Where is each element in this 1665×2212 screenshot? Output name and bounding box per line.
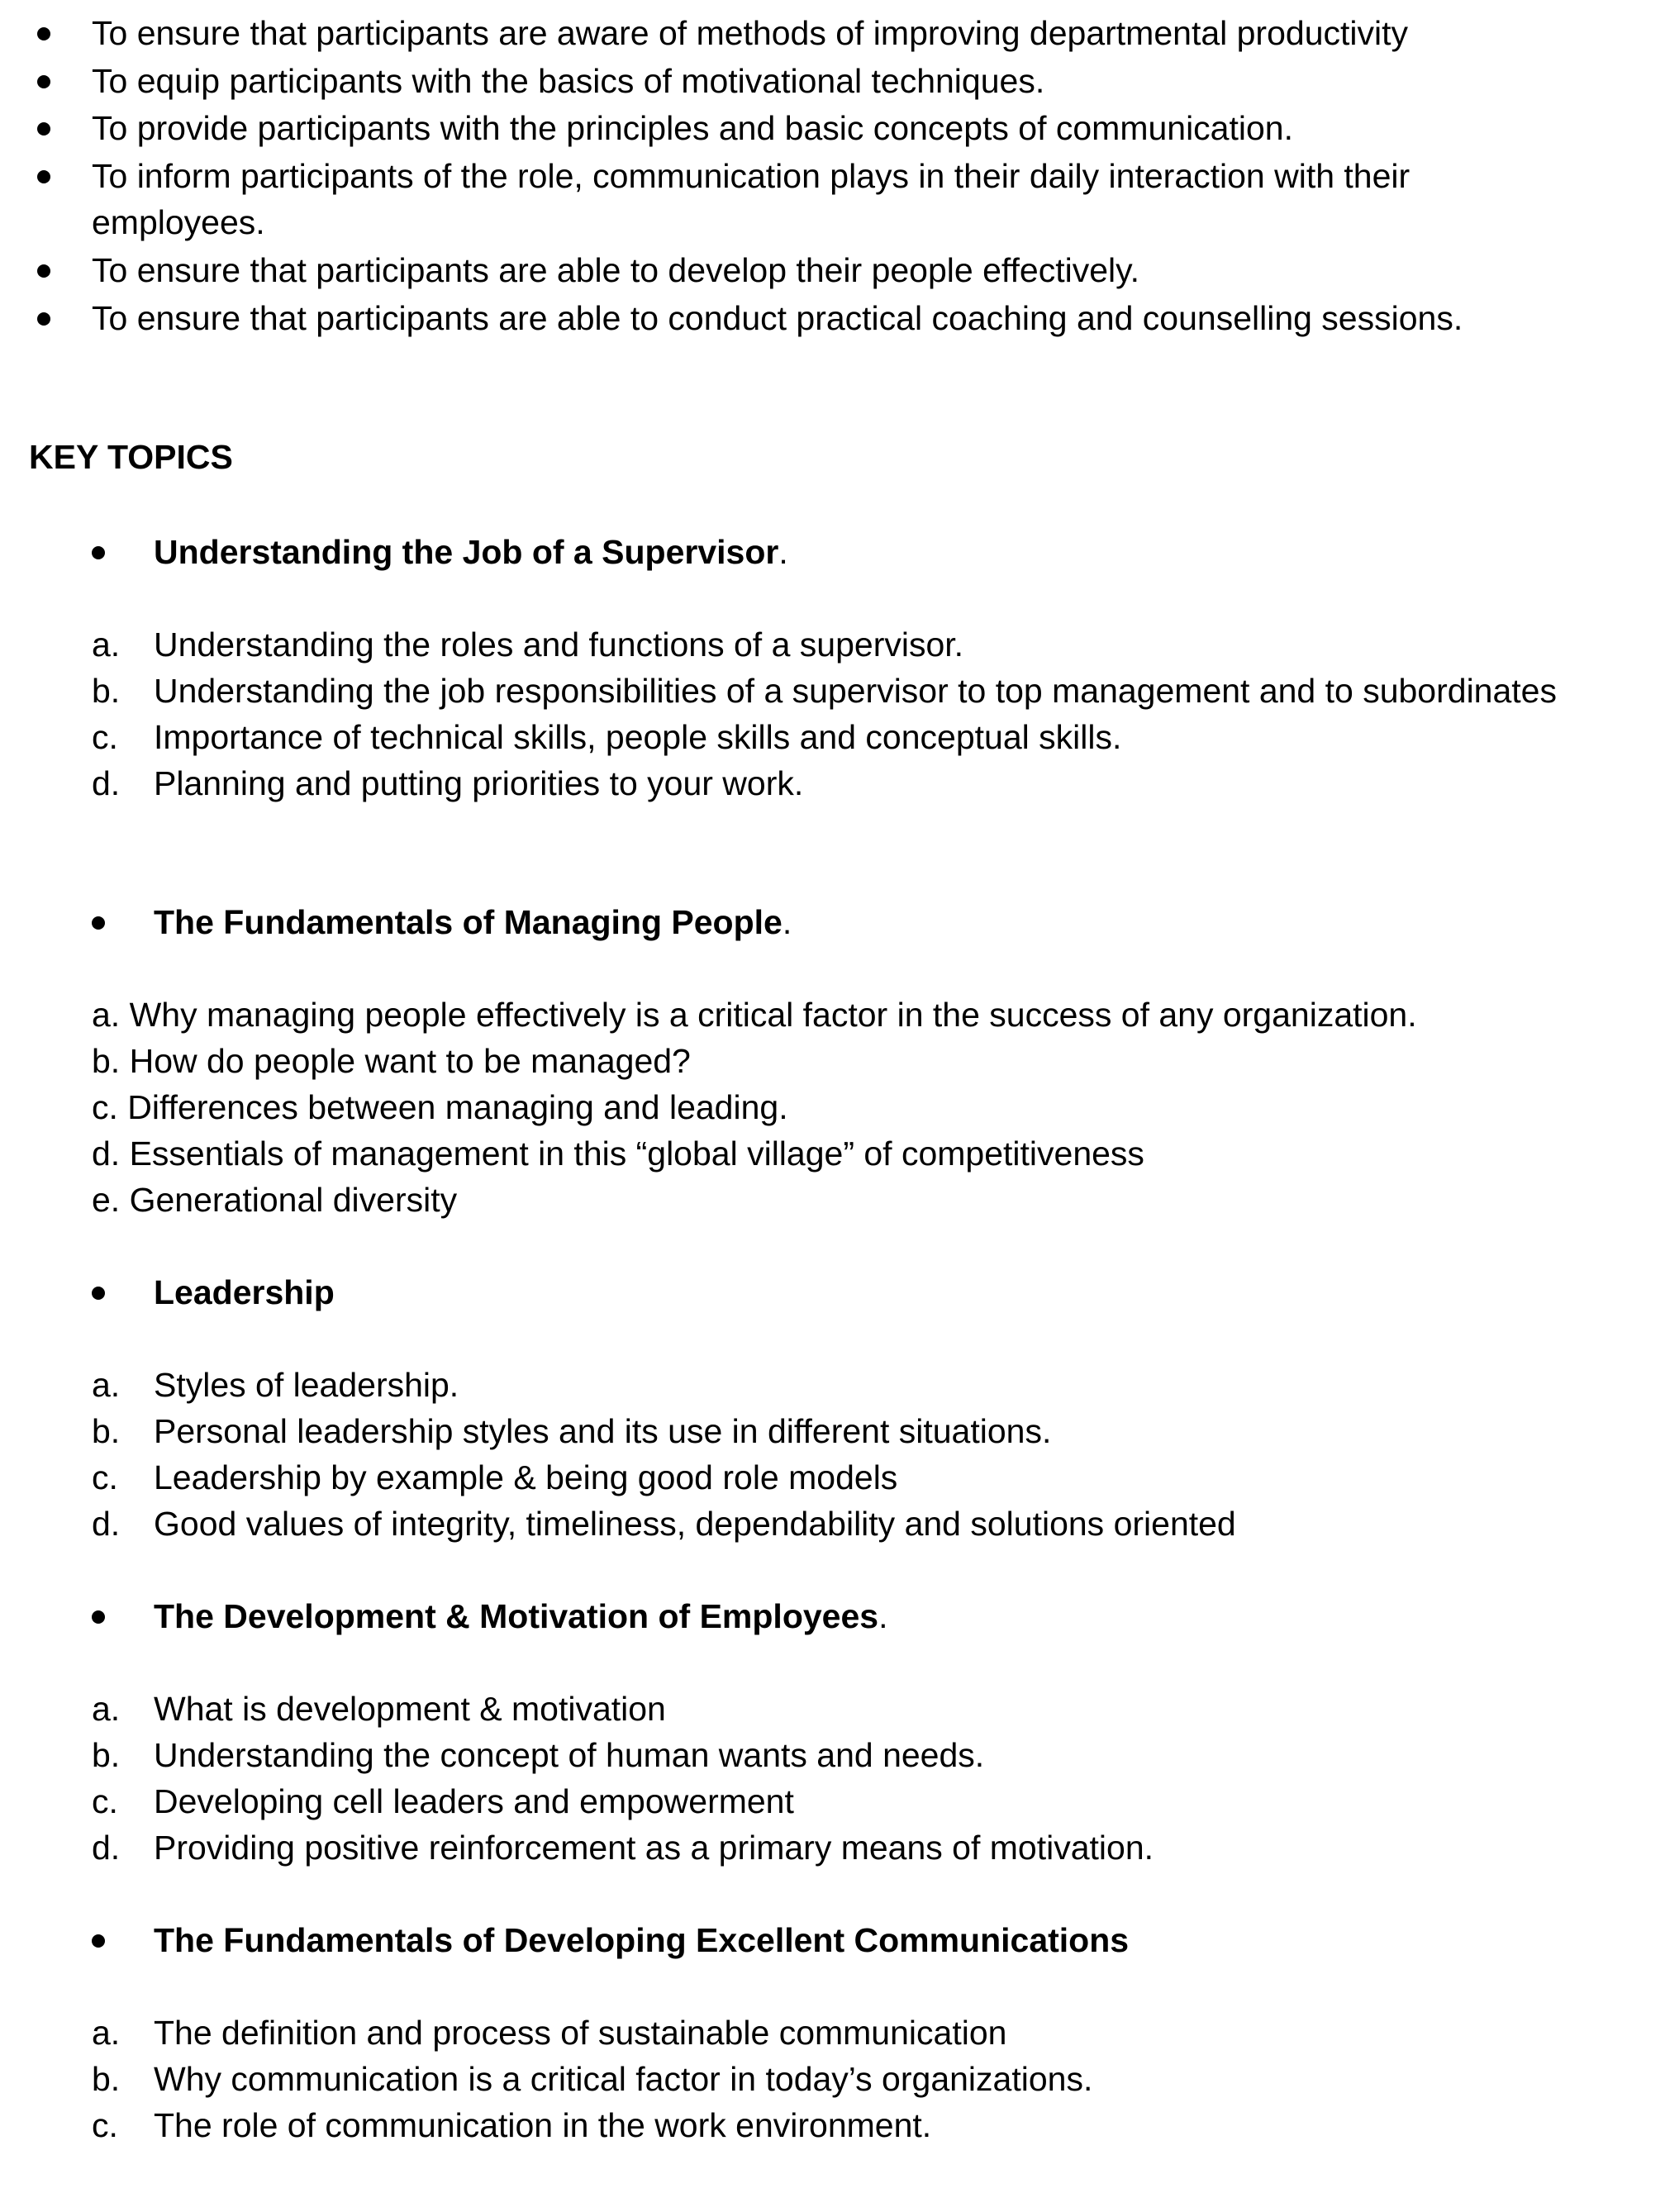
objective-item: To provide participants with the principles and basic concepts of communication. (92, 109, 1293, 147)
bullet-icon (92, 1610, 105, 1624)
objective-item: To ensure that participants are aware of methods of improving departmental productivity (92, 14, 1408, 52)
item-marker: d. (92, 1505, 121, 1543)
bullet-icon (92, 1287, 105, 1300)
topic-item: Planning and putting priorities to your work. (154, 764, 804, 802)
item-marker: b. (92, 1412, 121, 1450)
topic-item: c. Differences between managing and leading. (92, 1088, 788, 1126)
item-marker: d. (92, 764, 121, 802)
topic-item: d. Essentials of management in this “global village” of competitiveness (92, 1135, 1144, 1173)
bullet-icon (37, 122, 50, 136)
topic-item: e. Generational diversity (92, 1181, 458, 1219)
topic-item: a. Why managing people effectively is a critical factor in the success of any organization. (92, 996, 1417, 1034)
item-marker: d. (92, 1829, 121, 1867)
topic-title: The Fundamentals of Managing People. (154, 903, 792, 941)
topic-item: What is development & motivation (154, 1690, 666, 1728)
topic-item: Importance of technical skills, people skills and conceptual skills. (154, 718, 1122, 756)
bullet-icon (92, 1934, 105, 1948)
topic-item: Personal leadership styles and its use in different situations. (154, 1412, 1052, 1450)
bullet-icon (92, 546, 105, 559)
key-topics-heading: KEY TOPICS (29, 438, 233, 476)
topic-item: Understanding the concept of human wants and needs. (154, 1736, 985, 1774)
topic-item: Understanding the job responsibilities of a supervisor to top management and to subordinates (154, 672, 1557, 710)
bullet-icon (37, 170, 50, 183)
bullet-icon (92, 916, 105, 930)
item-marker: a. (92, 626, 121, 664)
topic-item: Leadership by example & being good role models (154, 1458, 898, 1496)
objective-item: To equip participants with the basics of motivational techniques. (92, 62, 1045, 100)
topic-item: Providing positive reinforcement as a primary means of motivation. (154, 1829, 1154, 1867)
item-marker: c. (92, 2106, 118, 2144)
topic-item: b. How do people want to be managed? (92, 1042, 691, 1080)
topic-item: Why communication is a critical factor in today’s organizations. (154, 2060, 1093, 2098)
item-marker: a. (92, 1366, 121, 1404)
topic-item: The role of communication in the work environment. (154, 2106, 932, 2144)
topic-item: Developing cell leaders and empowerment (154, 1782, 794, 1820)
objective-item: To inform participants of the role, communication plays in their daily interaction with their (92, 157, 1410, 195)
item-marker: c. (92, 1782, 118, 1820)
bullet-icon (37, 264, 50, 278)
objective-item: To ensure that participants are able to conduct practical coaching and counselling sessions. (92, 299, 1463, 337)
topic-title: The Development & Motivation of Employees. (154, 1597, 888, 1635)
objective-item-continuation: employees. (92, 203, 265, 241)
topic-item: Styles of leadership. (154, 1366, 459, 1404)
item-marker: b. (92, 1736, 121, 1774)
bullet-icon (37, 27, 50, 40)
item-marker: c. (92, 1458, 118, 1496)
topic-title: The Fundamentals of Developing Excellent Communications (154, 1921, 1130, 1959)
item-marker: a. (92, 2014, 121, 2052)
topic-item: The definition and process of sustainable communication (154, 2014, 1007, 2052)
topic-item: Understanding the roles and functions of a supervisor. (154, 626, 964, 664)
item-marker: b. (92, 672, 121, 710)
topic-item: Good values of integrity, timeliness, dependability and solutions oriented (154, 1505, 1236, 1543)
bullet-icon (37, 75, 50, 88)
item-marker: a. (92, 1690, 121, 1728)
topic-title: Understanding the Job of a Supervisor. (154, 533, 788, 571)
objective-item: To ensure that participants are able to develop their people effectively. (92, 251, 1139, 289)
item-marker: c. (92, 718, 118, 756)
topic-title: Leadership (154, 1273, 335, 1311)
bullet-icon (37, 312, 50, 326)
item-marker: b. (92, 2060, 121, 2098)
